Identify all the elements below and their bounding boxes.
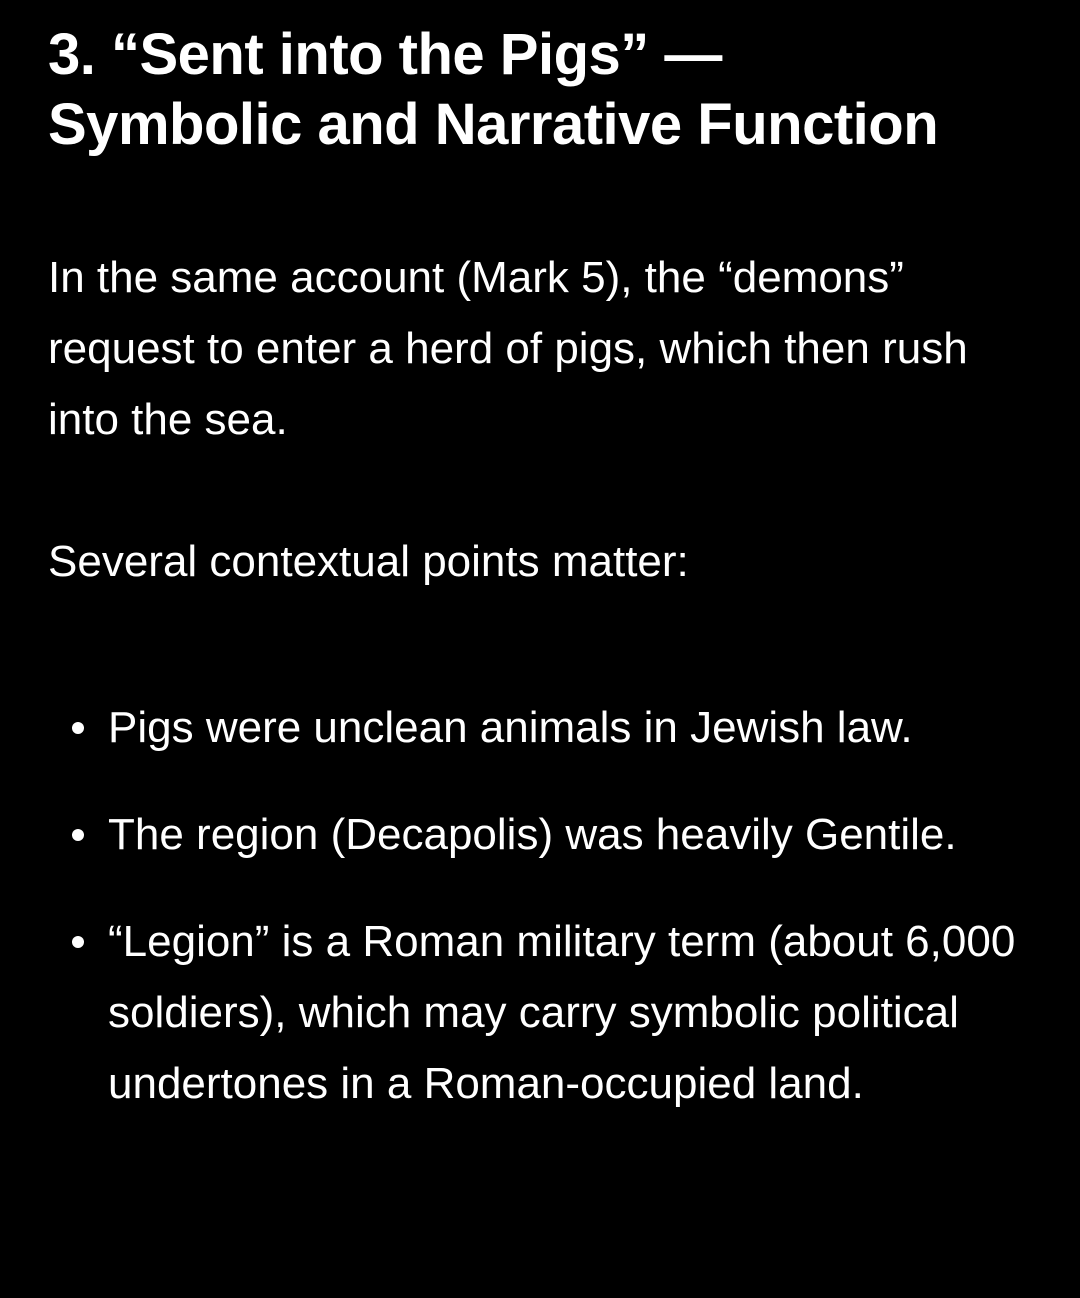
bullet-icon: [72, 936, 84, 948]
paragraph-mark-5-account: In the same account (Mark 5), the “demons” request to enter a herd of pigs, which then rush into the sea.: [48, 253, 968, 444]
bullet-icon: [72, 829, 84, 841]
list-item-text: The region (Decapolis) was heavily Gentile.: [108, 810, 957, 859]
contextual-points-list: [48, 692, 1032, 1119]
list-item-text: Pigs were unclean animals in Jewish law.: [108, 703, 913, 752]
bullet-icon: [72, 722, 84, 734]
paragraph-contextual-points: Several contextual points matter:: [48, 537, 689, 586]
section-heading-line-2: Symbolic and Narrative Function: [48, 92, 939, 157]
list-item-text: “Legion” is a Roman military term (about 6,000 soldiers), which may carry symbolic political undertones in a Roman-occupied land.: [108, 917, 1016, 1108]
section-heading-line-1: 3. “Sent into the Pigs” —: [48, 22, 722, 87]
list-item: [48, 692, 1032, 763]
section-heading: [48, 20, 1032, 160]
list-item: [48, 906, 1032, 1119]
list-item: [48, 799, 1032, 870]
